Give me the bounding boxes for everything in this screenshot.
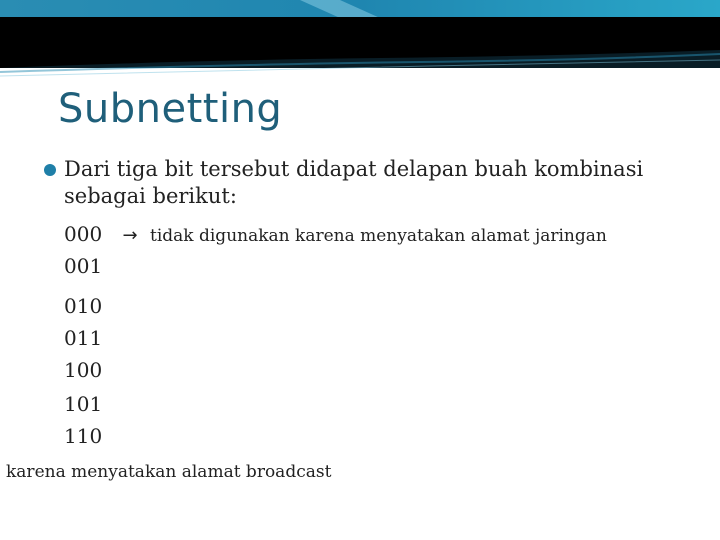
combination-code: 101 [64, 392, 103, 416]
combination-code: 100 [64, 358, 103, 382]
slide-title: Subnetting [58, 86, 283, 132]
combination-line [64, 254, 102, 278]
combination-line [64, 222, 607, 246]
combination-line [64, 392, 102, 416]
combination-line [64, 326, 102, 350]
combination-code: 011 [64, 326, 103, 350]
bullet-item [44, 156, 704, 210]
combination-code: 000 [64, 222, 103, 246]
combination-code: 110 [64, 424, 103, 448]
combination-line [64, 424, 102, 448]
combination-line [64, 358, 102, 382]
combination-code: 010 [64, 294, 103, 318]
bullet-dot-icon [44, 164, 56, 176]
bullet-text: Dari tiga bit tersebut didapat delapan buah kombinasi sebagai berikut: [64, 157, 644, 208]
header-decoration [0, 0, 720, 80]
footnote-text: karena menyatakan alamat broadcast [6, 462, 332, 482]
header-band [0, 0, 720, 80]
combination-note: tidak digunakan karena menyatakan alamat jaringan [150, 226, 607, 246]
arrow-right-icon: → [122, 225, 138, 246]
combination-code: 001 [64, 254, 103, 278]
combination-line [64, 294, 102, 318]
